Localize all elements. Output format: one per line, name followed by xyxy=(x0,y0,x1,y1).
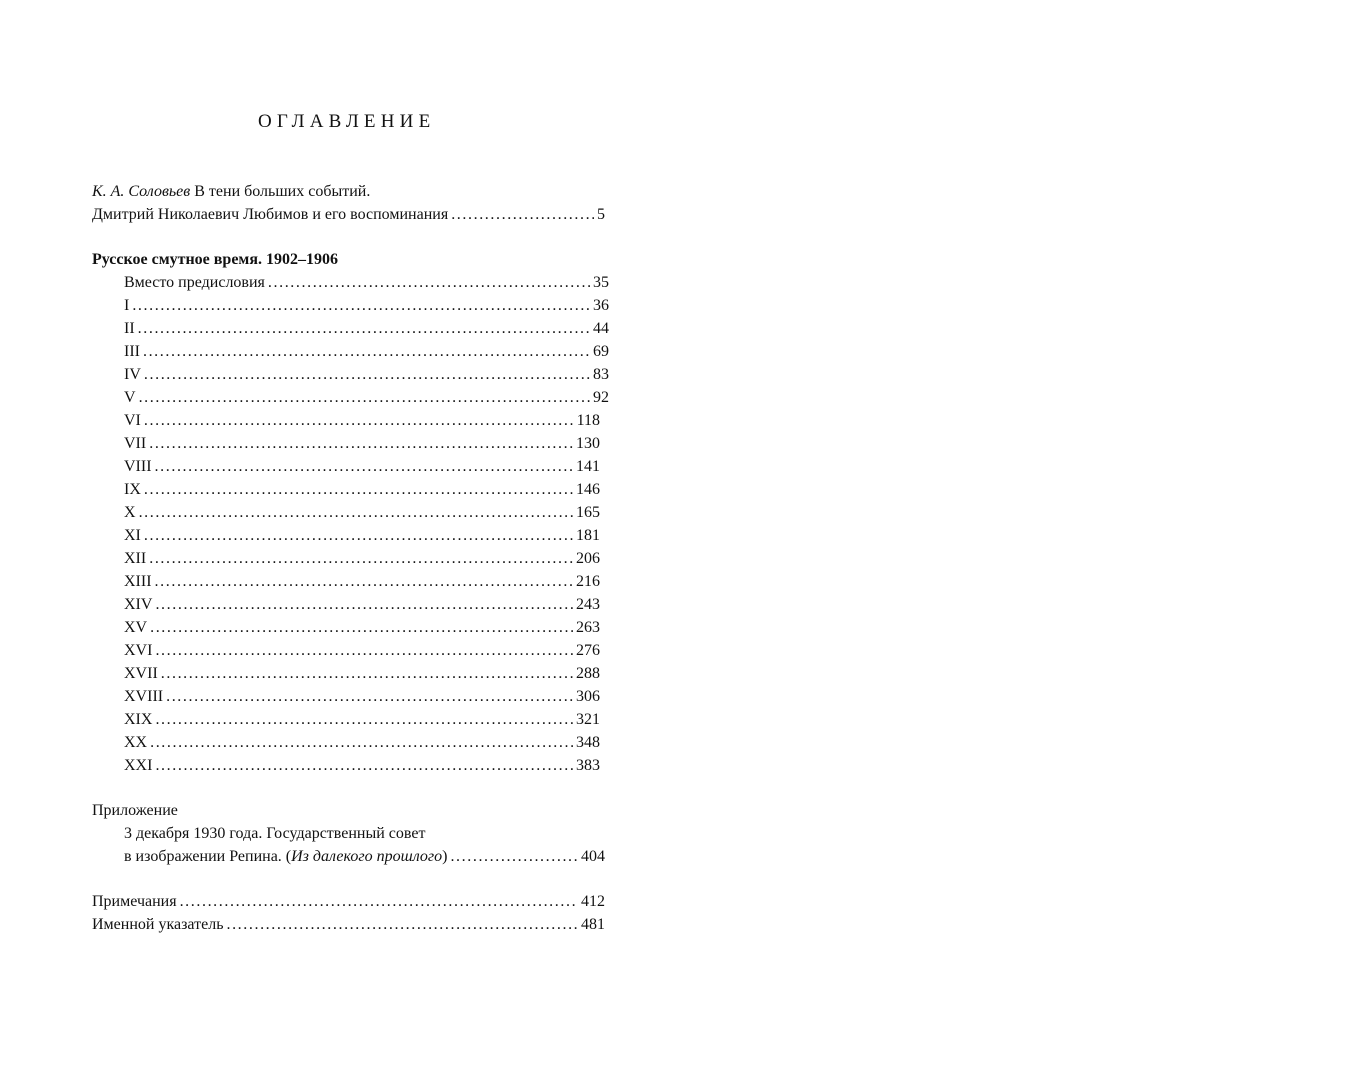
toc-entry[interactable] xyxy=(124,570,600,593)
dot-leader xyxy=(132,294,590,317)
page-number: 44 xyxy=(593,320,609,337)
back-matter-notes[interactable] xyxy=(92,890,605,913)
entry-label: Именной указатель xyxy=(92,916,224,933)
dot-leader xyxy=(166,685,573,708)
dot-leader xyxy=(155,639,573,662)
toc-entry[interactable] xyxy=(124,639,600,662)
entry-label: IV xyxy=(124,366,141,383)
intro-title-line xyxy=(92,180,612,203)
page-number: 216 xyxy=(576,573,600,590)
dot-leader xyxy=(451,203,594,226)
dot-leader xyxy=(139,386,590,409)
intro-title-part2: Дмитрий Николаевич Любимов и его воспоминания xyxy=(92,206,449,223)
dot-leader xyxy=(155,593,573,616)
appendix-line1: 3 декабря 1930 года. Государственный совет xyxy=(124,825,426,842)
dot-leader xyxy=(144,363,590,386)
page-number: 36 xyxy=(593,297,609,314)
entry-label: II xyxy=(124,320,135,337)
entry-label: XVIII xyxy=(124,688,164,705)
page-number: 263 xyxy=(576,619,600,636)
dot-leader xyxy=(138,317,590,340)
entry-label: VII xyxy=(124,435,147,452)
entry-label: XIII xyxy=(124,573,152,590)
page-number: 383 xyxy=(576,757,600,774)
dot-leader xyxy=(144,409,574,432)
toc-entry[interactable] xyxy=(124,662,600,685)
toc-entry[interactable] xyxy=(124,271,609,294)
page-number: 92 xyxy=(593,389,609,406)
page-number: 141 xyxy=(576,458,600,475)
dot-leader xyxy=(150,731,573,754)
appendix-line2-prefix: в изображении Репина. ( xyxy=(124,848,292,865)
appendix-heading: Приложение xyxy=(92,802,178,819)
entry-label: Примечания xyxy=(92,893,177,910)
dot-leader xyxy=(155,708,573,731)
entry-label: III xyxy=(124,343,140,360)
back-matter-index[interactable] xyxy=(92,913,605,936)
dot-leader xyxy=(180,890,578,913)
page-number: 35 xyxy=(593,274,609,291)
dot-leader xyxy=(149,432,573,455)
intro-title-part1: В тени больших событий. xyxy=(190,183,371,200)
page-number: 206 xyxy=(576,550,600,567)
intro-entry[interactable] xyxy=(92,203,605,226)
toc-entry[interactable] xyxy=(124,708,600,731)
entry-label: IX xyxy=(124,481,141,498)
entry-label: XI xyxy=(124,527,141,544)
entry-label: V xyxy=(124,389,136,406)
appendix-line2-italic: Из далекого прошлого xyxy=(291,848,443,865)
entry-label: XII xyxy=(124,550,147,567)
dot-leader xyxy=(149,547,573,570)
toc-entry[interactable] xyxy=(124,524,600,547)
toc-entry[interactable] xyxy=(124,317,609,340)
toc-entry[interactable] xyxy=(124,294,609,317)
page-number: 481 xyxy=(581,916,605,933)
entry-label: X xyxy=(124,504,136,521)
toc-entry[interactable] xyxy=(124,616,600,639)
entry-label: XXI xyxy=(124,757,153,774)
dot-leader xyxy=(268,271,590,294)
dot-leader xyxy=(155,754,573,777)
entry-label: XVII xyxy=(124,665,158,682)
dot-leader xyxy=(155,455,573,478)
entry-label: VIII xyxy=(124,458,152,475)
toc-entry[interactable] xyxy=(124,547,600,570)
entry-label: VI xyxy=(124,412,141,429)
dot-leader xyxy=(155,570,573,593)
entry-label: XX xyxy=(124,734,148,751)
dot-leader xyxy=(144,478,573,501)
entry-label: XVI xyxy=(124,642,153,659)
table-of-contents xyxy=(92,180,612,936)
toc-entry[interactable] xyxy=(124,478,600,501)
toc-entry[interactable] xyxy=(124,593,600,616)
page-number: 321 xyxy=(576,711,600,728)
entry-label: Вместо предисловия xyxy=(124,274,265,291)
toc-entry[interactable] xyxy=(124,455,600,478)
page-number: 165 xyxy=(576,504,600,521)
dot-leader xyxy=(144,524,573,547)
dot-leader xyxy=(139,501,573,524)
dot-leader xyxy=(161,662,573,685)
page-number: 130 xyxy=(576,435,600,452)
page-number: 118 xyxy=(576,412,600,429)
entry-label: XIX xyxy=(124,711,153,728)
dot-leader xyxy=(143,340,590,363)
page-title: ОГЛАВЛЕНИЕ xyxy=(258,111,436,132)
page-number: 69 xyxy=(593,343,609,360)
toc-entry[interactable] xyxy=(124,685,600,708)
page-number: 181 xyxy=(576,527,600,544)
toc-entry[interactable] xyxy=(124,432,600,455)
page-number: 348 xyxy=(576,734,600,751)
toc-entry[interactable] xyxy=(124,363,609,386)
dot-leader xyxy=(150,616,573,639)
intro-author: К. А. Соловьев xyxy=(92,183,191,200)
section-entries xyxy=(92,271,612,777)
page-number: 412 xyxy=(581,893,605,910)
toc-entry[interactable] xyxy=(124,731,600,754)
page-number: 306 xyxy=(576,688,600,705)
toc-entry[interactable] xyxy=(124,501,600,524)
dot-leader xyxy=(450,845,578,868)
page-number: 288 xyxy=(576,665,600,682)
appendix-entry[interactable] xyxy=(124,845,605,868)
section-heading: Русское смутное время. 1902–1906 xyxy=(92,251,338,268)
page-number: 404 xyxy=(581,848,605,865)
page-number: 5 xyxy=(597,206,605,223)
page-number: 83 xyxy=(593,366,609,383)
appendix-line2-suffix: ) xyxy=(442,848,448,865)
page-number: 276 xyxy=(576,642,600,659)
toc-entry[interactable] xyxy=(124,340,609,363)
entry-label: I xyxy=(124,297,130,314)
toc-entry[interactable] xyxy=(124,754,600,777)
entry-label: XIV xyxy=(124,596,153,613)
appendix-line2 xyxy=(124,845,447,868)
page-number: 146 xyxy=(576,481,600,498)
toc-entry[interactable] xyxy=(124,409,600,432)
dot-leader xyxy=(226,913,578,936)
toc-entry[interactable] xyxy=(124,386,609,409)
page-number: 243 xyxy=(576,596,600,613)
entry-label: XV xyxy=(124,619,148,636)
